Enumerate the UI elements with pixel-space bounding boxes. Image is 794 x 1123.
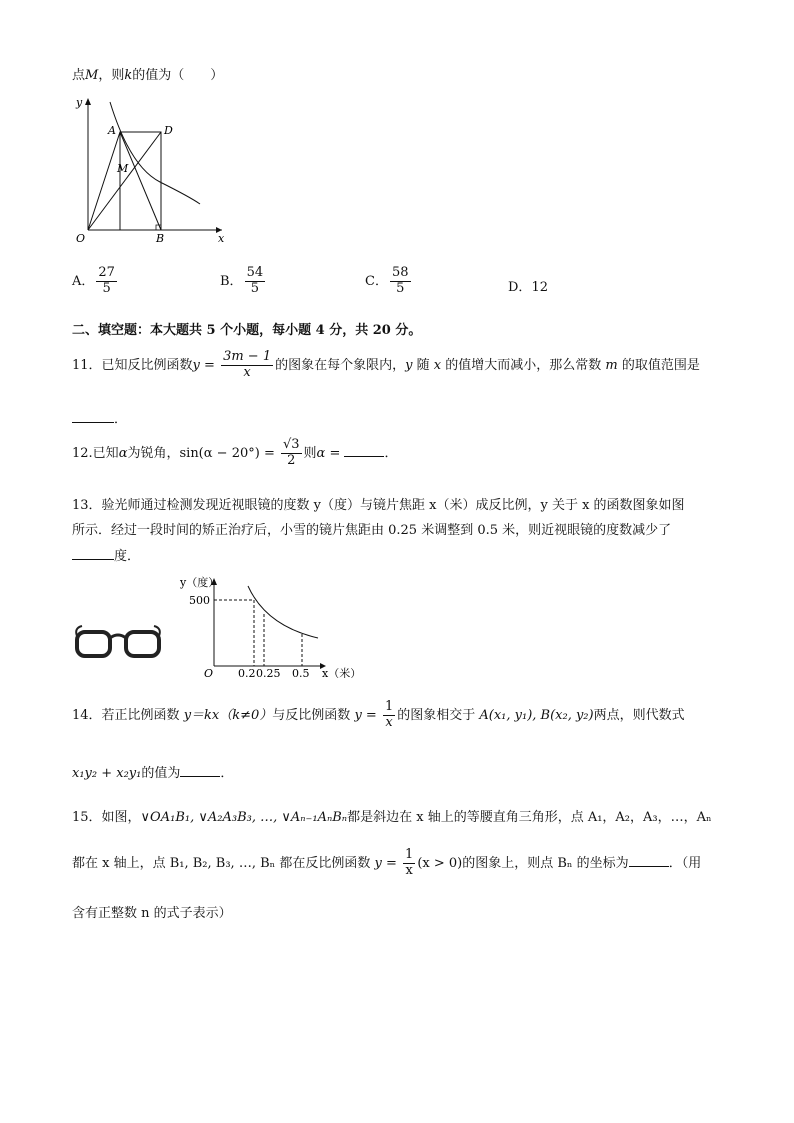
q15-answer-blank[interactable] — [629, 865, 669, 867]
fig13-x05: 0.5 — [292, 667, 310, 678]
question-14-line2: x₁y₂ + x₂y₁的值为 ． — [72, 766, 234, 781]
fig10-O: O — [76, 232, 86, 244]
option-c[interactable]: C． $\frac{58}{5}$ — [365, 265, 409, 296]
figure-q13 — [176, 574, 366, 678]
q12-answer-blank[interactable] — [344, 455, 384, 457]
option-a[interactable]: A． $\frac{27}{5}$ — [72, 265, 115, 296]
section-heading: 二、填空题：本大题共 5 个小题，每小题 4 分，共 20 分。 — [72, 323, 422, 338]
option-b[interactable]: B． $\frac{54}{5}$ — [220, 265, 264, 296]
question-11: 11．已知反比例函数y = $\frac{3m - 1}{x}$ 的图象在每个象限内，y 随 x 的值增大而减小，那么常数 m 的取值范围是 — [72, 349, 700, 380]
fig13-x025: 0.25 — [256, 667, 281, 678]
question-13-line2: 所示．经过一段时间的矫正治疗后，小雪的镜片焦距由 0.25 米调整到 0.5 米，则近视眼镜的度数减少了 — [72, 523, 672, 538]
fig10-y: y — [76, 96, 83, 109]
fig10-x: x — [218, 232, 225, 244]
fig10-B: B — [156, 232, 165, 244]
fig10-M: M — [117, 162, 129, 175]
q13-answer-blank[interactable] — [72, 558, 114, 560]
fig13-ylabel: y（度） — [180, 576, 220, 589]
question-14: 14．若正比例函数 y＝kx（k≠0）与反比例函数 y = $\frac{1}{x}$ 的图象相交于 A(x₁, y₁), B(x₂, y₂)两点，则代数式 — [72, 699, 685, 730]
figure-q10 — [70, 92, 230, 244]
question-13-line3: 度． — [72, 545, 140, 564]
question-12: 12.已知α为锐角，sin(α − 20°) = $\frac{√3}{2}$ 则α = ． — [72, 437, 398, 468]
fig13-x02: 0.2 — [238, 667, 256, 678]
fig10-A: A — [108, 124, 116, 137]
question-15-line2: 都在 x 轴上，点 B₁, B₂, B₃, …, Bₙ 都在反比例函数 y = $\frac{1}{x}$ (x > 0)的图象上，则点 Bₙ 的坐标为 ．（用 — [72, 847, 702, 878]
question-15-line1: 15．如图，∨OA₁B₁, ∨A₂A₃B₃, …, ∨Aₙ₋₁AₙBₙ都是斜边在 x 轴上的等腰直角三角形，点 A₁，A₂，A₃，…，Aₙ — [72, 810, 712, 825]
q10-tail: 点M，则k的值为（ ） — [72, 68, 224, 83]
glasses-illustration — [72, 624, 164, 662]
question-13-line1: 13．验光师通过检测发现近视眼镜的度数 y（度）与镜片焦距 x（米）成反比例，y 关于 x 的函数图象如图 — [72, 498, 685, 513]
q11-answer-blank[interactable]: ． — [72, 408, 127, 427]
q14-answer-blank[interactable] — [180, 775, 220, 777]
fig13-xlabel: x（米） — [322, 667, 362, 678]
question-15-line3: 含有正整数 n 的式子表示） — [72, 906, 232, 921]
fig10-D: D — [164, 124, 173, 137]
fig13-y500: 500 — [189, 594, 210, 607]
fig13-O: O — [204, 667, 214, 678]
option-d[interactable]: D．12 — [508, 280, 548, 295]
